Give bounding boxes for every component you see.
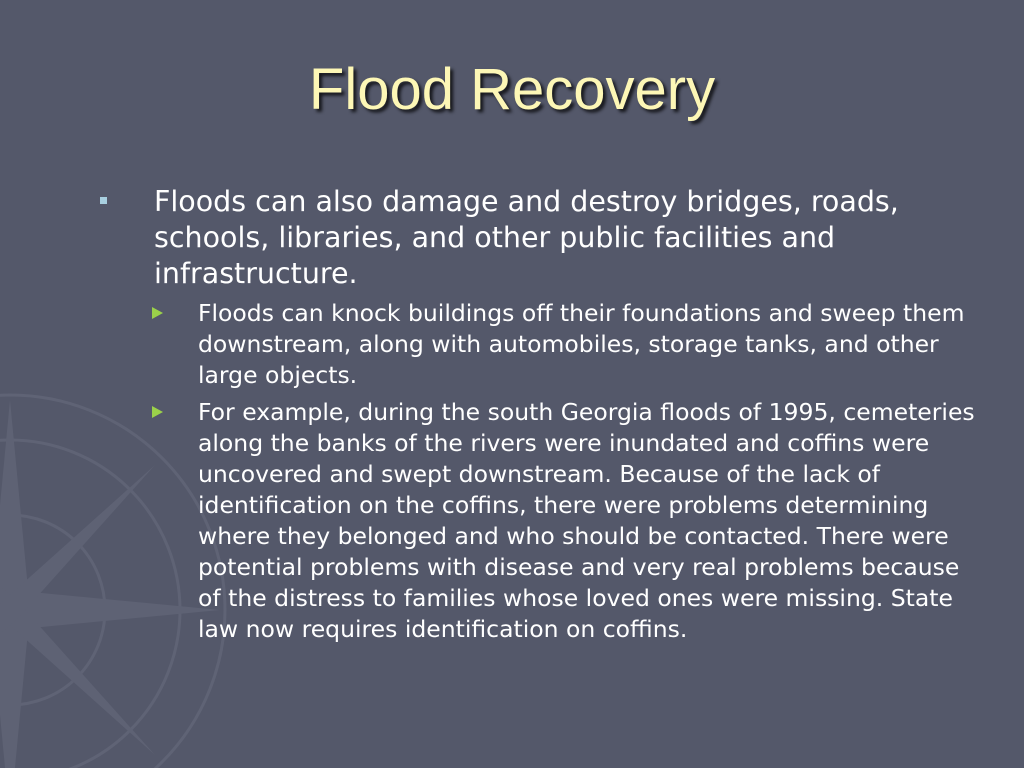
square-bullet-icon <box>100 197 107 204</box>
bullet-level1 <box>96 184 996 292</box>
bullet-level2-text: For example, during the south Georgia floods of 1995, cemeteries along the banks of the rivers were inundated and coffins were uncovered and swept downstream. Because of the lack of identification on the coffins, there were problems determining where they belonged and who should be contacted. There were potential problems with disease and very real problems because of the distress to families whose loved ones were missing. State law now requires identification on coffins. <box>198 398 975 643</box>
triangle-arrow-icon <box>152 406 163 418</box>
bullet-level2 <box>96 397 988 645</box>
bullet-level1-text: Floods can also damage and destroy bridges, roads, schools, libraries, and other public facilities and infrastructure. <box>154 185 899 290</box>
bullet-level2 <box>96 298 988 391</box>
triangle-arrow-icon <box>152 307 163 319</box>
slide-title: Flood Recovery <box>308 57 716 122</box>
bullet-level2-text: Floods can knock buildings off their foundations and sweep them downstream, along with automobiles, storage tanks, and other large objects. <box>198 299 965 389</box>
sub-bullet-list <box>96 298 996 645</box>
slide-body <box>96 184 996 651</box>
